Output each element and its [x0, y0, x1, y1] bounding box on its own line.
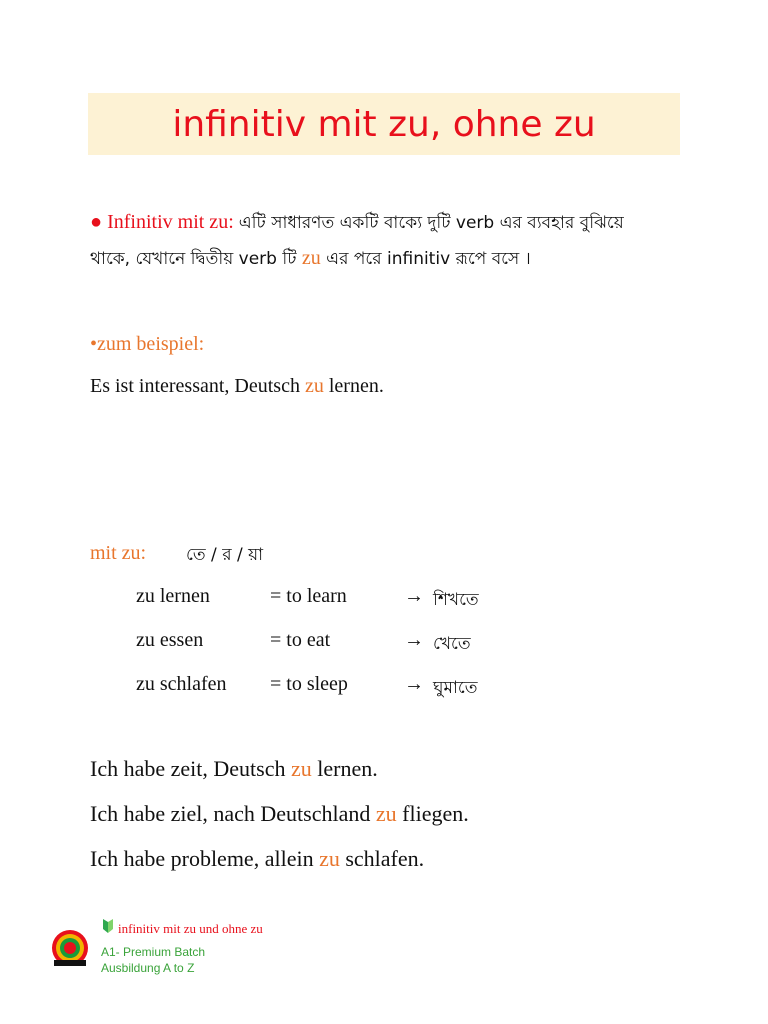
vocab-row-german: zu lernen: [136, 585, 210, 607]
intro-text-1: এটি সাধারণত একটি বাক্যে দুটি verb এর ব্যবহার বুঝিয়ে: [238, 213, 624, 233]
vocab-row-english: = to learn: [270, 585, 347, 607]
intro-term: Infinitiv mit zu:: [107, 211, 234, 233]
sentence-zu: zu: [290, 756, 312, 781]
intro-line-2: [90, 246, 531, 271]
example-zu: zu: [304, 375, 324, 397]
example-text-a: Es ist interessant, Deutsch: [90, 375, 305, 397]
sentence-zu: zu: [319, 846, 340, 871]
footer-batch: A1- Premium Batch: [101, 945, 206, 959]
arrow-icon: →: [404, 585, 424, 607]
sentence-text: lernen.: [311, 756, 378, 781]
sentence-zu: zu: [375, 801, 397, 826]
sentence-text: Ich habe probleme, allein: [90, 846, 320, 871]
page-title: infinitiv mit zu, ohne zu: [172, 103, 596, 145]
mitzu-suffixes: তে / র / য়া: [186, 545, 264, 565]
sentence-text: schlafen.: [339, 846, 425, 871]
example-sentence: [90, 374, 384, 398]
footer-heading: infinitiv mit zu und ohne zu: [118, 921, 263, 936]
sentence-text: Ich habe ziel, nach Deutschland: [90, 801, 376, 826]
sentence-text: Ich habe zeit, Deutsch: [90, 756, 291, 781]
title-banner: [88, 93, 680, 155]
example-text-b: lernen.: [323, 375, 384, 397]
example-label: •zum beispiel:: [90, 333, 205, 355]
vocab-row-german: zu essen: [136, 629, 204, 651]
intro-zu: zu: [301, 247, 321, 269]
bullet-icon: ●: [90, 211, 103, 233]
sentence-3: [90, 846, 424, 872]
sentence-text: fliegen.: [396, 801, 469, 826]
green-leaf-icon: [101, 918, 115, 934]
mitzu-label: mit zu:: [90, 542, 147, 564]
intro-line-1: [90, 210, 624, 235]
footer-brand: Ausbildung A to Z: [101, 961, 195, 975]
ausbildung-logo: [48, 928, 92, 972]
vocab-row-bangla: ঘুমাতে: [433, 678, 478, 698]
intro-text-2b: এর পরে infinitiv রূপে বসে ।: [320, 249, 531, 269]
arrow-icon: →: [404, 673, 424, 695]
sentence-1: [90, 756, 378, 782]
intro-text-2a: থাকে, যেখানে দ্বিতীয় verb টি: [90, 249, 302, 269]
arrow-icon: →: [404, 629, 424, 651]
sentence-2: [90, 801, 469, 827]
vocab-row-german: zu schlafen: [136, 673, 227, 695]
vocab-row-english: = to eat: [270, 629, 331, 651]
vocab-row-english: = to sleep: [270, 673, 348, 695]
vocab-row-bangla: খেতে: [433, 634, 471, 654]
vocab-row-bangla: শিখতে: [433, 590, 479, 610]
